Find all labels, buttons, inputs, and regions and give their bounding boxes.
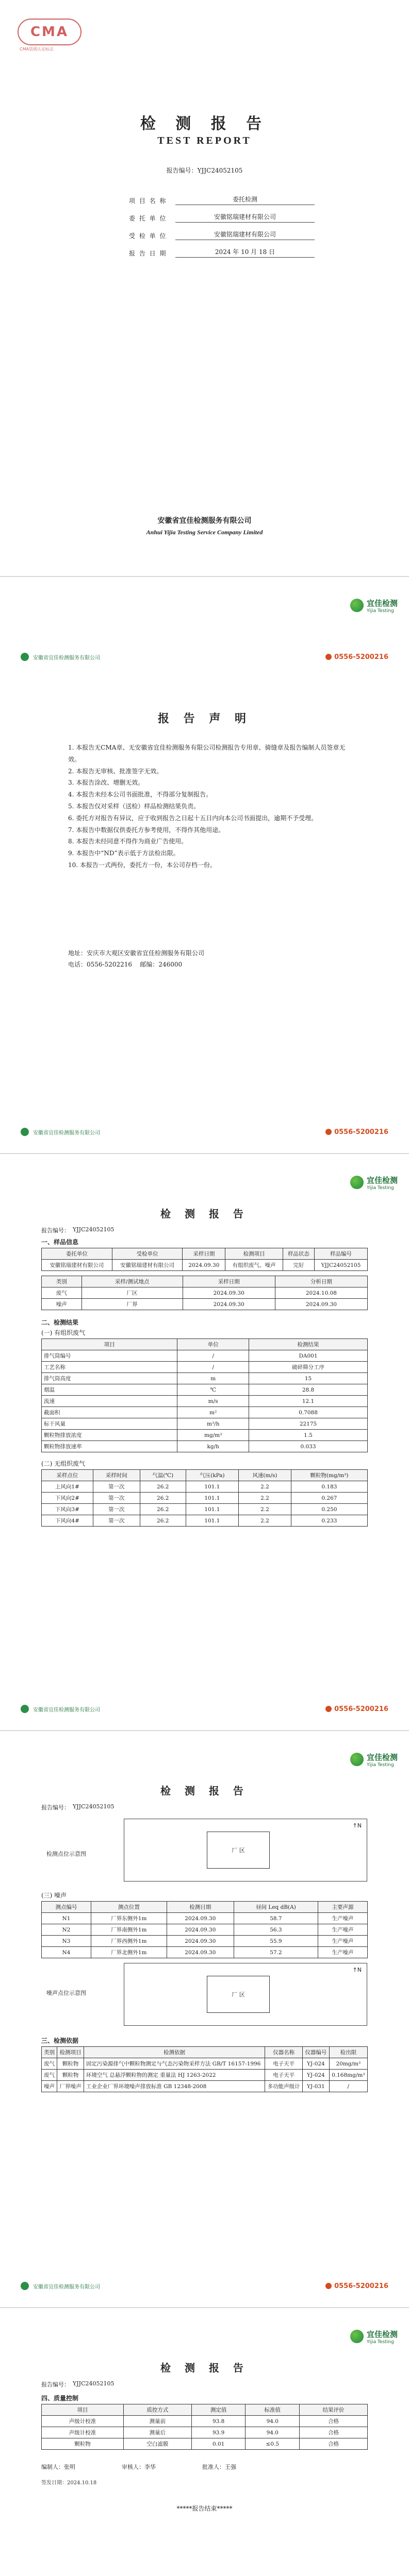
- company-mark-icon: [21, 2282, 29, 2290]
- sketch-label: 检测点位示意图: [46, 1851, 86, 1857]
- table-row: 标干风量 m³/h 22175: [42, 1418, 368, 1430]
- table-row: N4 厂界北侧外1m 2024.09.30 57.2 生产噪声: [42, 1947, 368, 1958]
- phone-icon: [325, 654, 332, 660]
- page-footer: 安徽省宜佳检测服务有限公司 0556-5200216: [21, 1701, 388, 1717]
- contact-block: 地址：安庆市大观区安徽省宜佳检测服务有限公司 电话：0556-5202216 邮编：246000: [68, 950, 205, 968]
- noise-table: 测点编号 测点位置 检测日期 昼间 Leq dB(A) 主要声源 N1 厂界东侧外1m 2024.09.30 58.7 生产噪声 N2 厂界南侧外1m 2024.09.30 56.3 生产噪声 N3 厂界西侧外1m 2024.09.30 55.9 生产噪声 N4 厂界北侧外1m 2024.09.30 57.2 生产噪声: [41, 1901, 368, 1958]
- table-row: N3 厂界西侧外1m 2024.09.30 55.9 生产噪声: [42, 1936, 368, 1947]
- plant-outline: 厂 区: [207, 1832, 270, 1869]
- results-page: [0, 1154, 409, 1730]
- brand-logo-icon: [350, 599, 364, 612]
- north-arrow-icon: ↑N: [352, 1967, 362, 1973]
- table-row: 噪声 厂界噪声 工业企业厂界环境噪声排放标准 GB 12348-2008 多功能声级计 YJ-031 /: [42, 2081, 368, 2092]
- sample-table: 委托单位 受检单位 采样日期 检测项目 样品状态 样品编号 安徽铭瑞建材有限公司 安徽铭瑞建材有限公司 2024.09.30 有组织废气、噪声 完好 YJJC24052105: [41, 1248, 368, 1271]
- company-mark-icon: [21, 1705, 29, 1713]
- issue-date: 签发日期：2024.10.18: [41, 2480, 97, 2486]
- table-row: 下风向3# 第一次 26.2 101.1 2.2 0.250: [42, 1504, 368, 1515]
- signature-row: [41, 2463, 236, 2471]
- subsection-title: (一) 有组织废气: [41, 1329, 86, 1336]
- table-row: N2 厂界南侧外1m 2024.09.30 56.3 生产噪声: [42, 1924, 368, 1936]
- table-row: 流速 m/s 12.1: [42, 1396, 368, 1407]
- page-header-bar: 宜佳检测 Yijia Testing: [0, 598, 409, 613]
- page-title: 检 测 报 告: [160, 1208, 249, 1220]
- page-header-bar: 宜佳检测 Yijia Testing: [0, 1175, 409, 1190]
- table-row: 噪声 厂界 2024.09.30 2024.09.30: [42, 1299, 368, 1310]
- table-row: 颗粒物排放速率 kg/h 0.033: [42, 1441, 368, 1452]
- cma-caption: CMA资质认定标志: [20, 47, 54, 52]
- qc-table: 项目 质控方式 测定值 标准值 结果评价 声级计校准 测量前 93.8 94.0 合格 声级计校准 测量后 93.9 94.0 合格 颗粒物 空白滤膜 0.01 ≤0.5 合格: [41, 2404, 368, 2450]
- client-row: 委 托 单 位 安徽铭瑞建材有限公司: [129, 212, 315, 223]
- signature-item: 批准人：王强: [202, 2464, 236, 2470]
- statement-item: 10. 本报告一式两份，委托方一份，本公司存档一份。: [68, 861, 216, 869]
- noise-sketch: [124, 1963, 367, 2026]
- table-row: 排气筒高度 m 15: [42, 1373, 368, 1384]
- project-row: 项 目 名 称 委托检测: [129, 195, 315, 205]
- section-title: 三、检测依据: [41, 2037, 79, 2044]
- brand-logo-icon: [350, 2330, 364, 2343]
- cover-title: 检 测 报 告: [140, 115, 269, 133]
- statement-list: [68, 742, 347, 871]
- plant-outline: 厂 区: [207, 1976, 270, 2013]
- report-end: *****报告结束*****: [176, 2505, 233, 2512]
- report-number: 报告编号： YJJC24052105: [41, 2380, 114, 2388]
- table-row: 安徽铭瑞建材有限公司 安徽铭瑞建材有限公司 2024.09.30 有组织废气、噪声 完好 YJJC24052105: [42, 1260, 368, 1271]
- fugitive-table: 采样点位 采样时间 气温(℃) 气压(kPa) 风速(m/s) 颗粒物(mg/m³) 上风向1# 第一次 26.2 101.1 2.2 0.183 下风向2# 第一次 26.2 101.1 2.2 0.267 下风向3# 第一次 26.2 101.1 2.2 0.250 下风向4# 第一次 26.2 101.1 2.2 0.233: [41, 1469, 368, 1527]
- statement-title: 报 告 声 明: [158, 712, 251, 725]
- statement-item: 7. 本报告中数据仅供委托方参考使用，不得作其他用途。: [68, 826, 225, 834]
- table-row: 截面积 m² 0.7088: [42, 1407, 368, 1418]
- statement-item: 8. 本报告未经同意不得作为商业广告使用。: [68, 838, 188, 845]
- table-row: 废气 颗粒物 固定污染源排气中颗粒物测定与气态污染物采样方法 GB/T 16157-1996 电子天平 YJ-024 20mg/m³: [42, 2058, 368, 2070]
- signature-item: 审核人：李华: [122, 2464, 156, 2470]
- table-row: 排气筒编号 / DA001: [42, 1350, 368, 1362]
- page-header-bar: 宜佳检测 Yijia Testing: [0, 2329, 409, 2344]
- signature-item: 编制人：张明: [41, 2464, 75, 2470]
- table-row: 颗粒物 空白滤膜 0.01 ≤0.5 合格: [42, 2438, 368, 2450]
- statement-page: [0, 577, 409, 1153]
- table-row: 废气 颗粒物 环境空气 总悬浮颗粒物的测定 重量法 HJ 1263-2022 电子天平 YJ-024 0.168mg/m³: [42, 2070, 368, 2081]
- statement-item: 1. 本报告无CMA章、无安徽省宜佳检测服务有限公司检测报告专用章、骑缝章及报告编制人员签章无效。: [68, 744, 346, 763]
- table-row: N1 厂界东侧外1m 2024.09.30 58.7 生产噪声: [42, 1913, 368, 1924]
- company-name: 安徽省宜佳检测服务有限公司: [157, 517, 252, 525]
- subsection-title: (三) 噪声: [41, 1892, 67, 1899]
- sketch-label: 噪声点位示意图: [46, 1990, 86, 1996]
- page-footer: 安徽省宜佳检测服务有限公司 0556-5200216: [21, 1124, 388, 1140]
- cover-page: [0, 0, 409, 576]
- page-header-bar: 宜佳检测 Yijia Testing: [0, 1752, 409, 1767]
- basis-table: 类别 检测项目 检测依据 仪器名称 仪器编号 检出限 废气 颗粒物 固定污染源排气中颗粒物测定与气态污染物采样方法 GB/T 16157-1996 电子天平 YJ-024 20mg/m³ 废气 颗粒物 环境空气 总悬浮颗粒物的测定 重量法 HJ 1263-2022 电子天平 YJ-024 0.168mg/m³ 噪声 厂界噪声 工业企业厂界环境噪声排放标准 GB 12348-2008 多功能声级计 YJ-031 /: [41, 2046, 368, 2092]
- company-mark-icon: [21, 1128, 29, 1136]
- noise-page: [0, 1731, 409, 2307]
- statement-item: 6. 委托方对报告有异议，应于收到报告之日起十五日内向本公司书面提出，逾期不予受理。: [68, 814, 318, 822]
- brand-logo-icon: [350, 1176, 364, 1189]
- section-title: 四、质量控制: [41, 2395, 79, 2402]
- statement-item: 9. 本报告中“ND”表示低于方法检出限。: [68, 850, 179, 857]
- date-row: 报 告 日 期 2024 年 10 月 18 日: [129, 247, 315, 258]
- phone-icon: [325, 1706, 332, 1712]
- report-number: 报告编号： YJJC24052105: [41, 1226, 114, 1234]
- report-number: 报告编号： YJJC24052105: [41, 1803, 114, 1811]
- table-row: 烟温 ℃ 28.8: [42, 1384, 368, 1396]
- table-row: 废气 厂区 2024.09.30 2024.10.08: [42, 1287, 368, 1299]
- phone-icon: [325, 2283, 332, 2289]
- top-brand-strip: 安徽省宜佳检测服务有限公司 0556-5200216: [21, 649, 388, 665]
- sample-date-table: 类别 采样/测试地点 采样日期 分析日期 废气 厂区 2024.09.30 2024.10.08 噪声 厂界 2024.09.30 2024.09.30: [41, 1276, 368, 1310]
- phone-icon: [325, 1129, 332, 1135]
- company-name-en: Anhui Yijia Testing Service Company Limited: [146, 529, 263, 536]
- table-row: 声级计校准 测量前 93.8 94.0 合格: [42, 2416, 368, 2427]
- subsection-title: (二) 无组织废气: [41, 1460, 86, 1467]
- statement-item: 4. 本报告未经本公司书面批准，不得部分复制报告。: [68, 791, 212, 799]
- table-row: 下风向2# 第一次 26.2 101.1 2.2 0.267: [42, 1493, 368, 1504]
- north-arrow-icon: ↑N: [352, 1822, 362, 1829]
- statement-item: 5. 本报告仅对采样（送检）样品检测结果负责。: [68, 802, 200, 810]
- section-title: 一、样品信息: [41, 1239, 79, 1246]
- page-footer: 安徽省宜佳检测服务有限公司 0556-5200216: [21, 2278, 388, 2294]
- statement-item: 3. 本报告涂改、增删无效。: [68, 779, 144, 787]
- company-mark-icon: [21, 653, 29, 661]
- table-row: 上风向1# 第一次 26.2 101.1 2.2 0.183: [42, 1481, 368, 1493]
- page-title: 检 测 报 告: [160, 2362, 249, 2374]
- statement-item: 2. 本报告无审核、批准签字无效。: [68, 767, 163, 775]
- cover-title-en: TEST REPORT: [157, 135, 252, 146]
- table-row: 声级计校准 测量后 93.9 94.0 合格: [42, 2427, 368, 2438]
- brand-logo-icon: [350, 1753, 364, 1766]
- table-row: 颗粒物排放浓度 mg/m³ 1.5: [42, 1430, 368, 1441]
- exhaust-table: 项目 单位 检测结果 排气筒编号 / DA001 工艺名称 / 破碎筛分工序 排气筒高度 m 15 烟温 ℃ 28.8 流速 m/s 12.1 截面积 m² 0.7088 标干风量 m³/h 22175 颗粒物排放浓度 mg/m³ 1.5 颗粒物排放速率 kg/h 0.033: [41, 1338, 368, 1452]
- qc-page: [0, 2308, 409, 2576]
- table-row: 工艺名称 / 破碎筛分工序: [42, 1362, 368, 1373]
- cma-stamp-icon: CMA: [18, 19, 81, 45]
- table-row: 下风向4# 第一次 26.2 101.1 2.2 0.233: [42, 1515, 368, 1527]
- sampling-sketch: [124, 1819, 367, 1882]
- section-title: 二、检测结果: [41, 1319, 79, 1326]
- inspected-row: 受 检 单 位 安徽铭瑞建材有限公司: [129, 230, 315, 240]
- page-title: 检 测 报 告: [160, 1785, 249, 1797]
- report-number: 报告编号：YJJC24052105: [166, 167, 243, 174]
